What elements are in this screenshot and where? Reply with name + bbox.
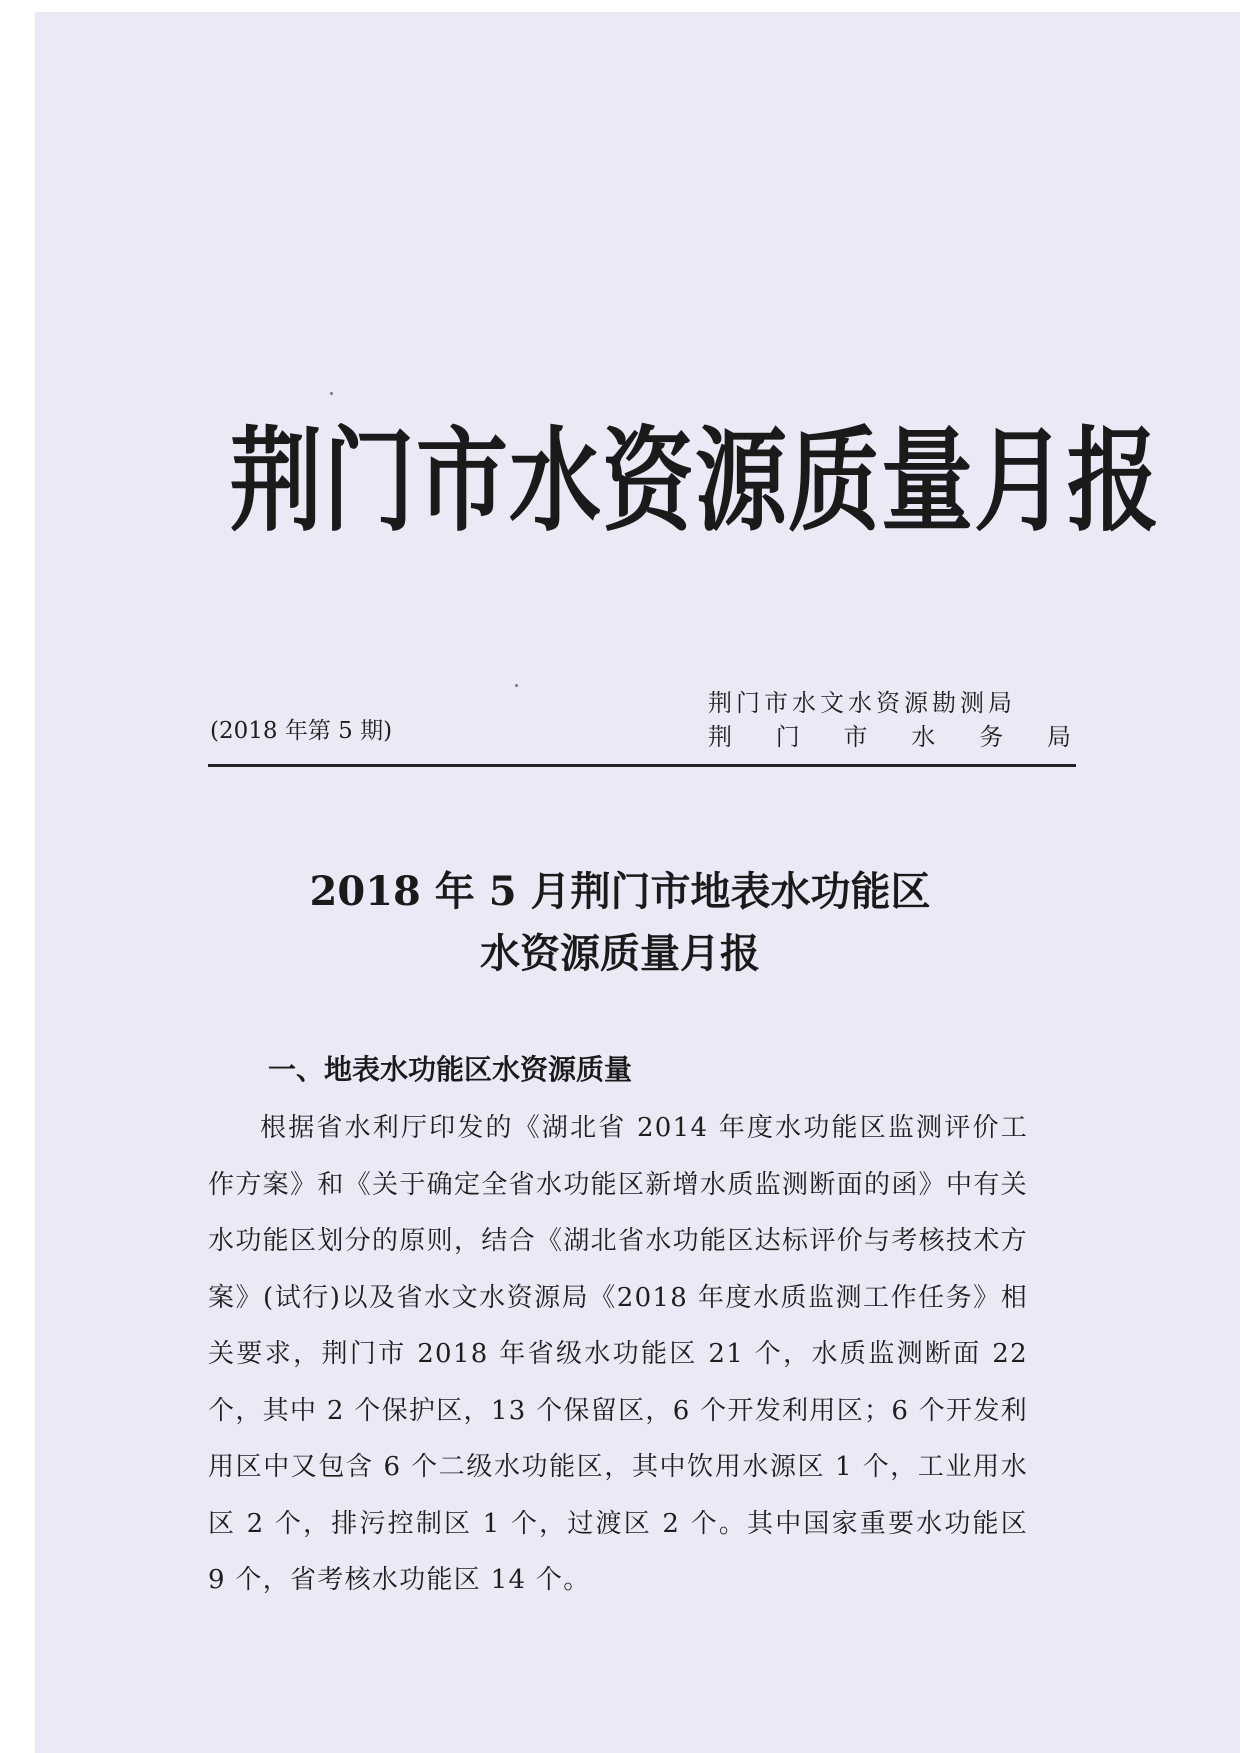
issuer-hydrology-bureau: 荆门市水文水资源勘测局	[708, 689, 1016, 717]
section-heading: 一、地表水功能区水资源质量	[268, 1053, 633, 1086]
issuer-char: 务	[979, 723, 1004, 751]
issuer-water-affairs-bureau	[708, 720, 1071, 754]
report-title-line1: 2018 年 5 月荆门市地表水功能区	[309, 868, 931, 915]
issuer-char: 荆	[708, 723, 732, 751]
issuer-char: 局	[1046, 723, 1071, 751]
main-title: 荆门市水资源质量月报	[230, 415, 1161, 547]
issuer-char: 门	[775, 723, 800, 751]
issuer-char: 水	[911, 723, 936, 751]
report-title-line2: 水资源质量月报	[480, 930, 760, 977]
header-divider	[208, 764, 1076, 767]
issuer-char: 市	[843, 723, 868, 751]
issue-number: (2018 年第 5 期)	[210, 718, 393, 744]
scan-speck	[330, 392, 333, 395]
body-paragraph: 根据省水利厅印发的《湖北省 2014 年度水功能区监测评价工作方案》和《关于确定全省水功能区新增水质监测断面的函》中有关水功能区划分的原则，结合《湖北省水功能区达标评价与考核技术方案》(试行)以及省水文水资源局《2018 年度水质监测工作任务》相关要求，荆门市 2018 年省级水功能区 21 个，水质监测断面 22 个，其中 2 个保护区，13 个保留区，6 个开发利用区；6 个开发利用区中又包含 6 个二级水功能区，其中饮用水源区 1 个，工业用水区 2 个，排污控制区 1 个，过渡区 2 个。其中国家重要水功能区 9 个，省考核水功能区 14 个。	[208, 1113, 1028, 1595]
scan-speck	[515, 684, 518, 687]
issuing-agencies	[708, 686, 1071, 754]
